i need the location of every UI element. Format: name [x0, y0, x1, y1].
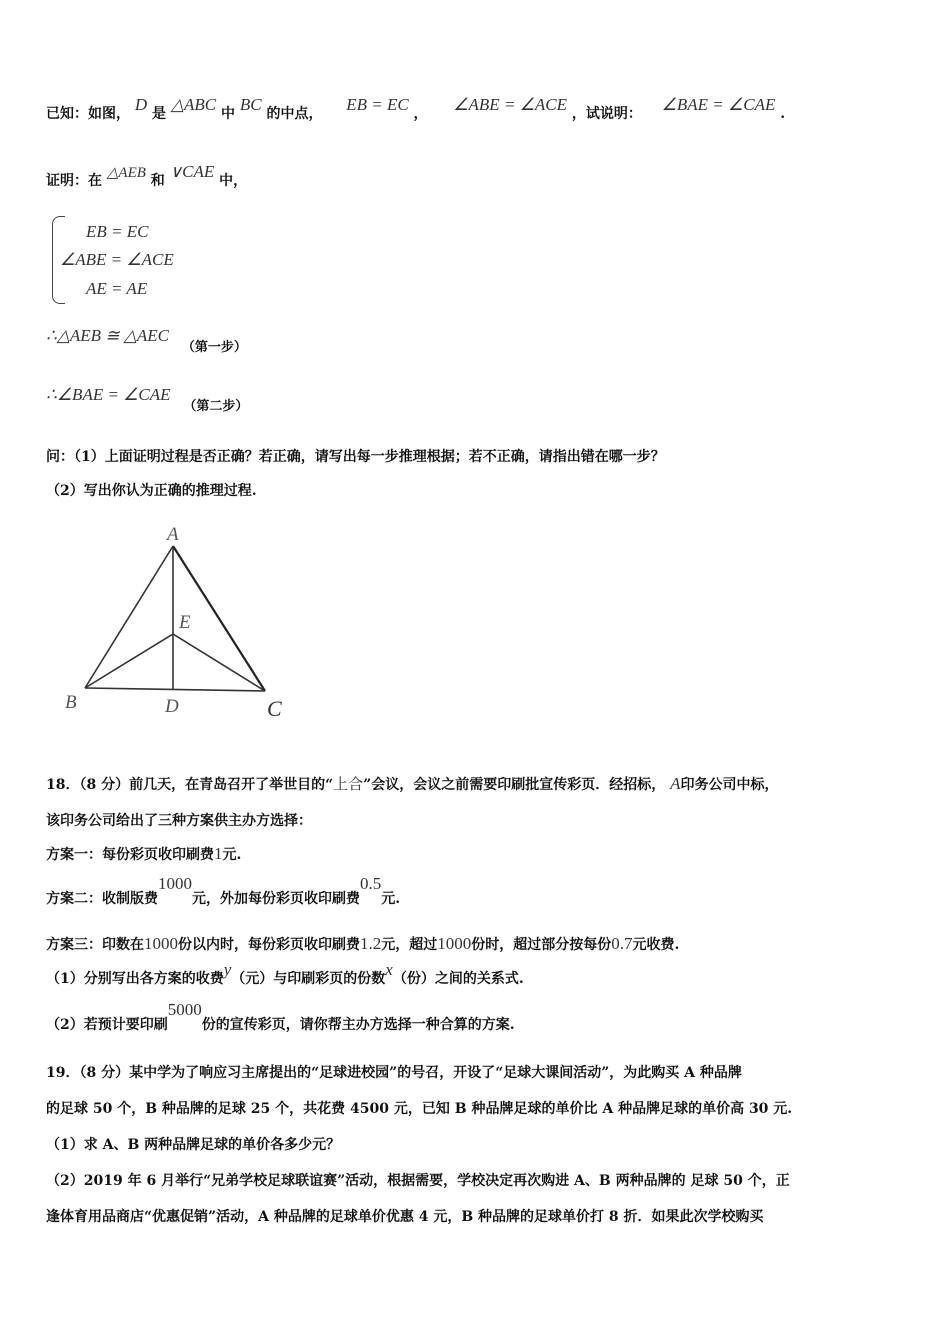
step-2: [46, 385, 249, 414]
p18-q2: [46, 1000, 515, 1034]
plan3-text3: 元，超过: [381, 937, 438, 953]
text-in: 中: [220, 106, 235, 122]
p18-q1-text2: （元）与印刷彩页的份数: [231, 971, 386, 987]
step-1: [46, 326, 247, 355]
question-2: （2）写出你认为正确的推理过程.: [46, 483, 257, 499]
p18-shanghe: 上合: [333, 777, 364, 793]
plan2-unit: 元.: [381, 891, 401, 907]
segment-bc: [85, 688, 265, 691]
math-cond1: EB = EC: [346, 95, 409, 114]
p18-l1b: ”会议，会议之前需要印刷批宣传彩页．经招标，: [363, 777, 666, 793]
label-a: A: [167, 524, 179, 545]
segment-ec: [173, 634, 265, 691]
label-d: D: [165, 696, 179, 717]
p18-q1: [46, 960, 524, 988]
var-y: y: [223, 960, 232, 979]
system-eq-2: ∠ABE = ∠ACE: [60, 250, 174, 269]
step1-expr: ∴△AEB ≅ △AEC: [46, 326, 169, 345]
math-triangle-cae: ∨CAE: [169, 162, 215, 181]
p19-line1: 19．（8 分）某中学为了响应习主席提出的“足球进校园”的号召，开设了“足球大课间活动”，为此购买 A 种品牌: [46, 1065, 742, 1081]
plan3-value4: 0.7: [611, 934, 633, 953]
plan2-value1: 1000: [158, 874, 192, 893]
p18-plan1: [46, 844, 241, 864]
p18-a: A: [670, 774, 681, 793]
step2-label: （第二步）: [183, 399, 249, 414]
p18-q2-text2: 份的宣传彩页，请你帮主办方选择一种合算的方案.: [201, 1017, 515, 1033]
plan3-value2: 1.2: [360, 934, 382, 953]
plan3-text2: 份以内时，每份彩页收印刷费: [178, 937, 360, 953]
plan1-text: 方案一：每份彩页收印刷费: [46, 847, 214, 863]
p18-q1-text1: （1）分别写出各方案的收费: [46, 971, 224, 987]
segment-ab: [85, 546, 173, 688]
p18-plan2: [46, 874, 401, 908]
math-D: D: [134, 95, 148, 114]
plan2-text2: 元，外加每份彩页收印刷费: [192, 891, 360, 907]
plan3-text5: 元收费.: [632, 937, 680, 953]
p19-q1: （1）求 A、B 两种品牌足球的单价各多少元？: [46, 1137, 341, 1153]
text-and: 和: [150, 173, 165, 189]
p18-q1-text3: （份）之间的关系式.: [392, 971, 524, 987]
step2-expr: ∴∠BAE = ∠CAE: [46, 385, 171, 404]
text-is: 是: [152, 106, 167, 122]
text-midpoint: 的中点，: [266, 106, 323, 122]
label-c: C: [267, 696, 282, 721]
plan2-text: 方案二：收制版费: [46, 891, 158, 907]
text-explain: ，试说明：: [571, 106, 642, 122]
p19-q2-line2: 逢体育用品商店“优惠促销”活动，A 种品牌的足球单价优惠 4 元，B 种品牌的足球单价打 8 折．如果此次学校购买: [46, 1209, 764, 1225]
label-b: B: [65, 692, 77, 713]
p18-l1c: 印务公司中标，: [680, 777, 779, 793]
plan2-value2: 0.5: [360, 874, 382, 893]
text-period: .: [780, 106, 786, 122]
step1-label: （第一步）: [181, 340, 247, 355]
p19-line2: 的足球 50 个，B 种品牌的足球 25 个，共花费 4500 元，已知 B 种品牌足球的单价比 A 种品牌足球的单价高 30 元.: [46, 1101, 793, 1117]
plan3-text1: 方案三：印数在: [46, 937, 144, 953]
p18-l1a: 18．（8 分）前几天，在青岛召开了举世目的“: [46, 777, 334, 793]
math-bc: BC: [239, 95, 262, 114]
p19-q2-line1: （2）2019 年 6 月举行“兄弟学校足球联谊赛”活动，根据需要，学校决定再次购进 A、B 两种品牌的 足球 50 个，正: [46, 1173, 790, 1189]
given-prefix: 已知：如图，: [46, 106, 130, 122]
label-e: E: [179, 612, 191, 633]
p18-plan3: [46, 934, 679, 954]
question-1: 问：（1）上面证明过程是否正确？若正确，请写出每一步推理根据；若不正确，请指出错在哪一步？: [46, 449, 665, 465]
math-triangle-abc: △ABC: [170, 95, 217, 114]
text-comma: ，: [413, 106, 428, 122]
plan1-value: 1: [214, 844, 223, 863]
system-eq-1: EB = EC: [86, 222, 149, 241]
proof-intro: [46, 162, 248, 190]
plan3-value3: 1000: [437, 934, 472, 953]
system-eq-3: AE = AE: [86, 279, 148, 298]
plan3-text4: 份时，超过部分按每份: [471, 937, 612, 953]
p18-q2-text1: （2）若预计要印刷: [46, 1017, 168, 1033]
proof-suffix: 中，: [219, 173, 248, 189]
plan3-value1: 1000: [144, 934, 178, 953]
plan1-unit: 元.: [222, 847, 242, 863]
segment-be: [85, 634, 173, 688]
given-line: [46, 95, 786, 123]
proof-prefix: 证明：在: [46, 173, 102, 189]
p18-q2-value: 5000: [167, 1000, 202, 1019]
math-triangle-aeb: △AEB: [106, 165, 146, 181]
p18-line2: 该印务公司给出了三种方案供主办方选择：: [46, 813, 312, 829]
geometry-figure: [55, 520, 305, 730]
math-goal: ∠BAE = ∠CAE: [661, 95, 776, 114]
var-x: x: [385, 960, 393, 979]
math-cond2: ∠ABE = ∠ACE: [453, 95, 568, 114]
p18-line1: [46, 773, 779, 794]
